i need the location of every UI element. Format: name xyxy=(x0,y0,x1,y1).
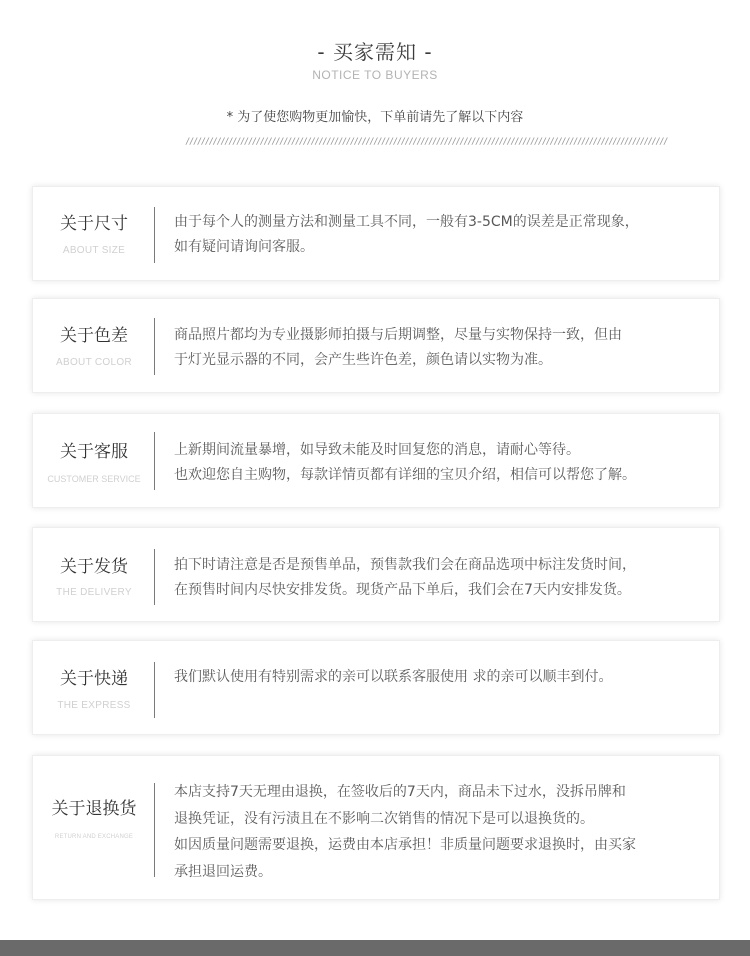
section-divider xyxy=(154,432,155,490)
slash-divider: /////////////////////////////////////////////////////////////////////////////////////////////////////////////////////////// xyxy=(185,137,667,147)
section-card-color xyxy=(32,298,720,393)
notice-text: * 为了使您购物更加愉快，下单前请先了解以下内容 xyxy=(226,110,524,125)
section-line: 也欢迎您自主购物，每款详情页都有详细的宝贝介绍，相信可以帮您了解。 xyxy=(174,467,636,483)
section-line: 承担退回运费。 xyxy=(174,863,272,880)
section-divider xyxy=(154,783,155,877)
page-subtitle: NOTICE TO BUYERS xyxy=(312,68,438,82)
section-body xyxy=(174,553,709,603)
section-line: 拍下时请注意是否是预售单品，预售款我们会在商品选项中标注发货时间， xyxy=(174,557,636,573)
section-subtitle: THE EXPRESS xyxy=(57,700,131,711)
section-line: 于灯光显示器的不同，会产生些许色差，颜色请以实物为准。 xyxy=(174,352,552,368)
section-title: 关于客服 xyxy=(60,442,128,462)
section-card-express xyxy=(32,640,720,735)
section-body xyxy=(174,665,709,690)
section-line: 退换凭证，没有污渍且在不影响二次销售的情况下是可以退换货的。 xyxy=(174,810,594,827)
section-line: 上新期间流量暴增，如导致未能及时回复您的消息，请耐心等待。 xyxy=(174,442,580,458)
section-line: 如因质量问题需要退换，运费由本店承担！非质量问题要求退换时，由买家 xyxy=(174,837,636,853)
section-title: 关于色差 xyxy=(60,326,128,346)
section-divider xyxy=(154,549,155,605)
section-title: 关于尺寸 xyxy=(60,214,128,234)
section-card-size xyxy=(32,186,720,281)
section-divider xyxy=(154,318,155,375)
section-body xyxy=(174,779,709,885)
section-title: 关于快递 xyxy=(60,669,128,689)
section-line: 由于每个人的测量方法和测量工具不同，一般有3-5CM的误差是正常现象， xyxy=(174,214,639,230)
section-subtitle: ABOUT COLOR xyxy=(56,357,132,368)
page-title: - 买家需知 - xyxy=(317,40,433,64)
section-line: 在预售时间内尽快安排发货。现货产品下单后，我们会在7天内安排发货。 xyxy=(174,582,631,598)
section-divider xyxy=(154,662,155,718)
section-subtitle: THE DELIVERY xyxy=(56,587,132,598)
section-card-return xyxy=(32,755,720,900)
section-line: 我们默认使用有特别需求的亲可以联系客服使用 求的亲可以顺丰到付。 xyxy=(174,669,613,685)
section-line: 商品照片都均为专业摄影师拍摄与后期调整，尽量与实物保持一致，但由 xyxy=(174,327,622,343)
bottom-bar xyxy=(0,940,750,956)
section-title: 关于发货 xyxy=(60,557,128,577)
section-title: 关于退换货 xyxy=(51,799,137,819)
section-body xyxy=(174,323,709,373)
section-line: 本店支持7天无理由退换，在签收后的7天内，商品未下过水，没拆吊牌和 xyxy=(174,784,626,800)
section-line: 如有疑问请询问客服。 xyxy=(174,239,314,255)
section-subtitle: RETURN AND EXCHANGE xyxy=(54,834,134,840)
section-subtitle: ABOUT SIZE xyxy=(62,245,126,256)
section-card-delivery xyxy=(32,527,720,622)
section-card-customer-service xyxy=(32,413,720,508)
section-subtitle: CUSTOMER SERVICE xyxy=(47,474,141,484)
section-body xyxy=(174,210,709,260)
section-divider xyxy=(154,207,155,263)
section-body xyxy=(174,438,709,488)
